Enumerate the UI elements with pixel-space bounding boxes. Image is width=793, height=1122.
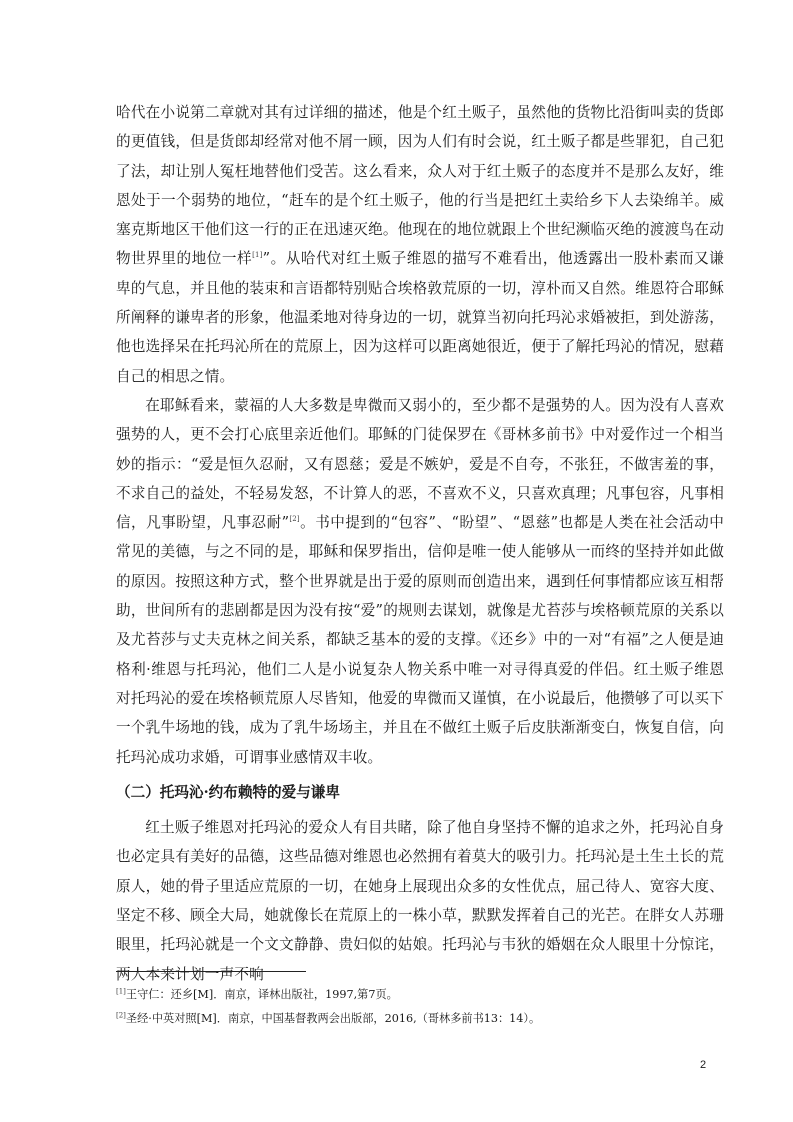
section-heading: （二）托玛沁·约布赖特的爱与谦卑 <box>116 783 340 801</box>
footnote-ref-1: [1] <box>252 251 263 260</box>
paragraph-2 <box>116 391 724 772</box>
page-number: 2 <box>700 1059 707 1071</box>
body-text <box>116 98 724 989</box>
footnote-mark-2: [2] <box>116 1011 126 1020</box>
paragraph-1-tail: ”。从哈代对红土贩子维恩的描写不难看出，他透露出一股朴素而又谦卑的气息，并且他的装束和言语都特别贴合埃格敦荒原的一切，淳朴而又自然。维恩符合耶稣所阐释的谦卑者的形象，他温柔地对待身边的一切，就算当初向托玛沁求婚被拒，到处游荡，他也选择呆在托玛沁所在的荒原上，因为这样可以距离她很近，便于了解托玛沁的情况，慰藉自己的相思之情。 <box>116 250 724 385</box>
footnote-text-2: 圣经·中英对照[M]．南京，中国基督教两会出版部，2016,（哥林多前书13：14）。 <box>125 1012 541 1025</box>
footnote-divider <box>116 971 306 972</box>
paragraph-2-text: 在耶稣看来，蒙福的人大多数是卑微而又弱小的，至少都不是强势的人。因为没有人喜欢强势的人，更不会打心底里亲近他们。耶稣的门徒保罗在《哥林多前书》中对爱作过一个相当妙的指示：“爱是恒久忍耐，又有恩慈；爱是不嫉妒，爱是不自夸，不张狂，不做害羞的事，不求自己的益处，不轻易发怒，不计算人的恶，不喜欢不义，只喜欢真理；凡事包容，凡事相信，凡事盼望，凡事忍耐” <box>116 396 724 532</box>
footnote-2 <box>116 1010 724 1028</box>
paragraph-3: 红土贩子维恩对托玛沁的爱众人有目共睹，除了他自身坚持不懈的追求之外，托玛沁自身也必定具有美好的品德，这些品德对维恩也必然拥有着莫大的吸引力。托玛沁是土生土长的荒原人，她的骨子里适应荒原的一切，在她身上展现出众多的女性优点，屈己待人、宽容大度、坚定不移、顾全大局，她就像长在荒原上的一株小草，默默发挥着自己的光芒。在胖女人苏珊眼里，托玛沁就是一个文文静静、贵妇似的姑娘。托玛沁与韦狄的婚姻在众人眼里十分惊诧，两人本来计划一声不响 <box>116 819 724 983</box>
paragraph-2-tail: 。书中提到的“包容”、“盼望”、“恩慈”也都是人类在社会活动中常见的美德，与之不同的是，耶稣和保罗指出，信仰是唯一使人能够从一而终的坚持并如此做的原因。按照这种方式，整个世界就是出于爱的原则而创造出来，遇到任何事情都应该互相帮助，世间所有的悲剧都是因为没有按“爱”的规则去谋划，就像是尤苔莎与埃格顿荒原的关系以及尤苔莎与丈夫克林之间关系，都缺乏基本的爱的支撑。《还乡》中的一对“有福”之人便是迪格利·维恩与托玛沁，他们二人是小说复杂人物关系中唯一对寻得真爱的伴侣。红土贩子维恩对托玛沁的爱在埃格顿荒原人尽皆知，他爱的卑微而又谨慎，在小说最后，他攒够了可以买下一个乳牛场地的钱，成为了乳牛场场主，并且在不做红土贩子后皮肤渐渐变白，恢复自信，向托玛沁成功求婚，可谓事业感情双丰收。 <box>116 514 724 766</box>
footnote-1 <box>116 986 724 1004</box>
paragraph-1-text: 哈代在小说第二章就对其有过详细的描述，他是个红土贩子，虽然他的货物比沿街叫卖的货郎的更值钱，但是货郎却经常对他不屑一顾，因为人们有时会说，红土贩子都是些罪犯，自己犯了法，却让别人冤枉地替他们受苦。这么看来，众人对于红土贩子的态度并不是那么友好，维恩处于一个弱势的地位，“赶车的是个红土贩子，他的行当是把红土卖给乡下人去染绵羊。威塞克斯地区干他们这一行的正在迅速灭绝。他现在的地位就跟上个世纪濒临灭绝的渡渡鸟在动物世界里的地位一样 <box>116 104 724 268</box>
footnotes <box>116 986 724 1034</box>
footnote-mark-1: [1] <box>116 987 126 996</box>
footnote-text-1: 王守仁：还乡[M]．南京，译林出版社，1997,第7页。 <box>125 988 398 1001</box>
paragraph-1 <box>116 98 724 391</box>
footnote-ref-2: [2] <box>289 515 300 524</box>
